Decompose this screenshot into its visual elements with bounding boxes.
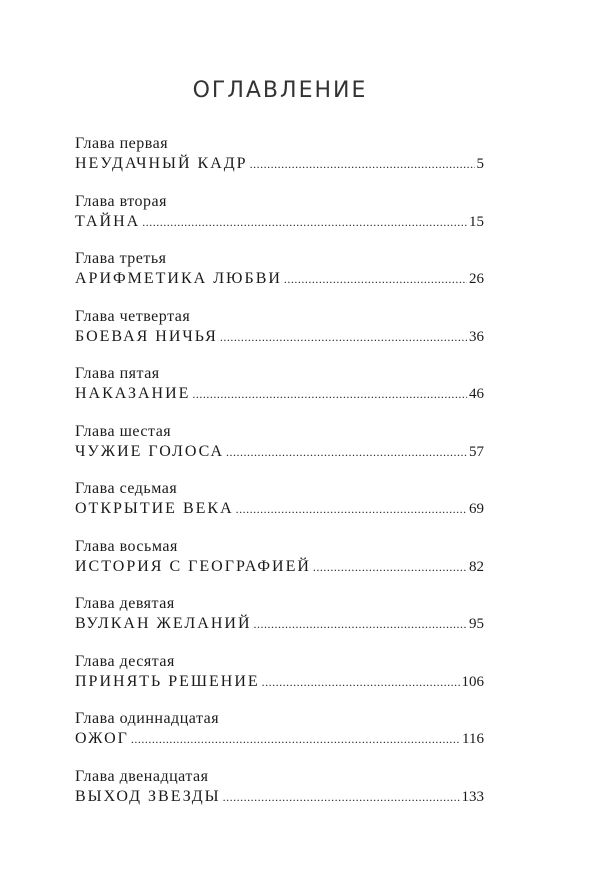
toc-entry xyxy=(75,249,484,307)
toc-entry xyxy=(75,192,484,250)
chapter-line xyxy=(75,154,484,174)
page-number: 26 xyxy=(469,271,484,287)
toc-entry xyxy=(75,537,484,595)
chapter-line xyxy=(75,557,484,577)
chapter-label: Глава пятая xyxy=(75,365,160,382)
chapter-title: ЧУЖИЕ ГОЛОСА xyxy=(75,442,225,460)
chapter-line xyxy=(75,672,484,692)
chapter-label: Глава шестая xyxy=(75,422,172,440)
page-number: 57 xyxy=(469,443,484,460)
dot-leader xyxy=(250,154,475,174)
chapter-title: ВУЛКАН ЖЕЛАНИЙ xyxy=(75,615,252,632)
toc-entry xyxy=(75,307,484,365)
table-of-contents xyxy=(75,134,484,824)
page-number: 46 xyxy=(469,386,484,402)
toc-entry xyxy=(75,709,484,767)
toc-entry xyxy=(75,652,484,710)
chapter-label: Глава первая xyxy=(75,135,169,152)
dot-leader xyxy=(131,729,460,749)
toc-entry xyxy=(75,422,484,480)
chapter-line xyxy=(75,269,484,289)
chapter-line xyxy=(75,729,484,749)
dot-leader xyxy=(313,557,467,577)
dot-leader xyxy=(262,672,460,692)
page-number: 133 xyxy=(461,788,484,805)
page-number: 5 xyxy=(476,156,484,172)
dot-leader xyxy=(226,442,467,462)
chapter-title: НЕУДАЧНЫЙ КАДР xyxy=(75,155,248,172)
chapter-title: ИСТОРИЯ С ГЕОГРАФИЕЙ xyxy=(75,557,311,575)
chapter-title: ОТКРЫТИЕ ВЕКА xyxy=(75,500,234,517)
chapter-line xyxy=(75,499,484,519)
page-number: 116 xyxy=(462,731,484,747)
page-title: ОГЛАВЛЕНИЕ xyxy=(192,78,368,103)
page-number: 106 xyxy=(461,673,484,690)
chapter-line xyxy=(75,384,484,404)
chapter-label: Глава четвертая xyxy=(75,307,191,325)
chapter-title: ТАЙНА xyxy=(75,212,141,230)
page-number: 95 xyxy=(469,616,484,632)
chapter-label: Глава седьмая xyxy=(75,480,178,497)
chapter-line xyxy=(75,442,484,462)
chapter-title: ВЫХОД ЗВЕЗДЫ xyxy=(75,787,221,805)
dot-leader xyxy=(236,499,467,519)
chapter-label: Глава десятая xyxy=(75,652,175,670)
dot-leader xyxy=(220,327,467,347)
dot-leader xyxy=(223,787,460,807)
chapter-line xyxy=(75,212,484,232)
dot-leader xyxy=(192,384,467,404)
chapter-label: Глава двенадцатая xyxy=(75,767,209,785)
chapter-title: ОЖОГ xyxy=(75,730,129,747)
toc-entry xyxy=(75,479,484,537)
chapter-label: Глава третья xyxy=(75,250,167,267)
chapter-title: ПРИНЯТЬ РЕШЕНИЕ xyxy=(75,672,260,690)
dot-leader xyxy=(284,269,467,289)
chapter-line xyxy=(75,614,484,634)
toc-entry xyxy=(75,364,484,422)
toc-entry xyxy=(75,594,484,652)
chapter-line xyxy=(75,787,484,807)
chapter-title: БОЕВАЯ НИЧЬЯ xyxy=(75,327,218,345)
page-number: 69 xyxy=(469,501,484,517)
toc-entry xyxy=(75,134,484,192)
chapter-label: Глава одиннадцатая xyxy=(75,710,220,727)
chapter-line xyxy=(75,327,484,347)
chapter-title: НАКАЗАНИЕ xyxy=(75,385,191,402)
dot-leader xyxy=(142,212,467,232)
page-number: 82 xyxy=(469,558,484,575)
toc-entry xyxy=(75,767,484,825)
chapter-label: Глава восьмая xyxy=(75,537,178,555)
page-number: 15 xyxy=(469,213,484,230)
page-number: 36 xyxy=(469,328,484,345)
chapter-label: Глава вторая xyxy=(75,192,167,210)
dot-leader xyxy=(254,614,468,634)
chapter-title: АРИФМЕТИКА ЛЮБВИ xyxy=(75,270,282,287)
chapter-label: Глава девятая xyxy=(75,595,175,612)
